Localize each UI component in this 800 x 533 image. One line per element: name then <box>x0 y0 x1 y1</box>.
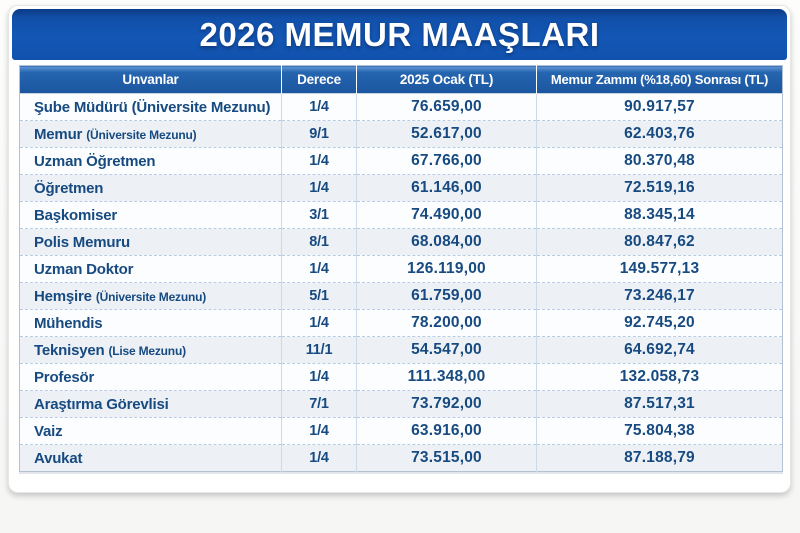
unvan-label: Uzman Doktor <box>34 260 134 278</box>
unvan-label: Başkomiser <box>34 206 118 224</box>
table-row <box>20 310 783 337</box>
table-row <box>20 175 783 202</box>
cell-zam-sonrasi: 87.517,31 <box>537 391 783 418</box>
cell-zam-sonrasi: 149.577,13 <box>537 256 783 283</box>
unvan-label: Mühendis <box>34 314 103 332</box>
cell-derece: 1/4 <box>282 445 357 472</box>
cell-unvan <box>20 391 282 418</box>
unvan-label: Teknisyen <box>34 341 105 359</box>
cell-derece: 1/4 <box>282 256 357 283</box>
cell-2025-ocak: 61.759,00 <box>357 283 537 310</box>
cell-unvan <box>20 202 282 229</box>
cell-2025-ocak: 63.916,00 <box>357 418 537 445</box>
cell-zam-sonrasi: 73.246,17 <box>537 283 783 310</box>
cell-unvan <box>20 283 282 310</box>
cell-unvan <box>20 256 282 283</box>
table-row <box>20 391 783 418</box>
cell-2025-ocak: 111.348,00 <box>357 364 537 391</box>
cell-2025-ocak: 67.766,00 <box>357 148 537 175</box>
salary-card <box>8 5 791 493</box>
cell-derece: 1/4 <box>282 94 357 121</box>
cell-unvan <box>20 175 282 202</box>
cell-unvan <box>20 94 282 121</box>
table-row <box>20 202 783 229</box>
cell-derece: 7/1 <box>282 391 357 418</box>
cell-unvan <box>20 418 282 445</box>
cell-2025-ocak: 68.084,00 <box>357 229 537 256</box>
table-row <box>20 283 783 310</box>
unvan-label: Uzman Öğretmen <box>34 152 156 170</box>
column-header-derece: Derece <box>282 66 357 94</box>
cell-zam-sonrasi: 75.804,38 <box>537 418 783 445</box>
unvan-sublabel: (Lise Mezunu) <box>108 343 186 358</box>
column-header-zam-sonrasi: Memur Zammı (%18,60) Sonrası (TL) <box>537 66 783 94</box>
page-title: 2026 MEMUR MAAŞLARI <box>199 16 600 53</box>
cell-zam-sonrasi: 132.058,73 <box>537 364 783 391</box>
salary-table <box>19 65 783 472</box>
table-row <box>20 445 783 472</box>
unvan-sublabel: (Üniversite Mezunu) <box>86 127 197 142</box>
column-header-unvanlar: Unvanlar <box>20 66 282 94</box>
cell-zam-sonrasi: 80.847,62 <box>537 229 783 256</box>
cell-zam-sonrasi: 87.188,79 <box>537 445 783 472</box>
cell-unvan <box>20 148 282 175</box>
header-row <box>20 66 783 94</box>
cell-2025-ocak: 54.547,00 <box>357 337 537 364</box>
cell-zam-sonrasi: 90.917,57 <box>537 94 783 121</box>
cell-unvan <box>20 310 282 337</box>
cell-zam-sonrasi: 72.519,16 <box>537 175 783 202</box>
cell-2025-ocak: 126.119,00 <box>357 256 537 283</box>
cell-derece: 1/4 <box>282 310 357 337</box>
cell-derece: 11/1 <box>282 337 357 364</box>
table-row <box>20 229 783 256</box>
cell-2025-ocak: 61.146,00 <box>357 175 537 202</box>
cell-2025-ocak: 52.617,00 <box>357 121 537 148</box>
cell-derece: 3/1 <box>282 202 357 229</box>
cell-2025-ocak: 73.792,00 <box>357 391 537 418</box>
cell-derece: 9/1 <box>282 121 357 148</box>
cell-2025-ocak: 78.200,00 <box>357 310 537 337</box>
unvan-label: Vaiz <box>34 422 63 440</box>
unvan-sublabel: (Üniversite Mezunu) <box>95 289 207 304</box>
unvan-label: Araştırma Görevlisi <box>34 395 169 413</box>
cell-unvan <box>20 445 282 472</box>
cell-unvan <box>20 229 282 256</box>
cell-zam-sonrasi: 92.745,20 <box>537 310 783 337</box>
table-row <box>20 121 783 148</box>
unvan-label: Polis Memuru <box>34 233 130 251</box>
cell-derece: 1/4 <box>282 148 357 175</box>
cell-unvan <box>20 121 282 148</box>
table-row <box>20 256 783 283</box>
table-row <box>20 337 783 364</box>
cell-derece: 1/4 <box>282 418 357 445</box>
cell-derece: 1/4 <box>282 364 357 391</box>
unvan-label: Avukat <box>34 449 83 467</box>
column-header-2025-ocak: 2025 Ocak (TL) <box>357 66 537 94</box>
unvan-label: Memur <box>34 125 83 143</box>
cell-zam-sonrasi: 80.370,48 <box>537 148 783 175</box>
cell-unvan <box>20 337 282 364</box>
table-row <box>20 364 783 391</box>
cell-zam-sonrasi: 62.403,76 <box>537 121 783 148</box>
unvan-label: Şube Müdürü (Üniversite Mezunu) <box>34 98 271 116</box>
cell-2025-ocak: 74.490,00 <box>357 202 537 229</box>
cell-zam-sonrasi: 64.692,74 <box>537 337 783 364</box>
unvan-label: Profesör <box>34 368 95 386</box>
unvan-label: Öğretmen <box>34 179 104 197</box>
table-body <box>20 94 783 472</box>
unvan-label: Hemşire <box>34 287 92 305</box>
table-row <box>20 418 783 445</box>
cell-2025-ocak: 76.659,00 <box>357 94 537 121</box>
cell-unvan <box>20 364 282 391</box>
cell-derece: 1/4 <box>282 175 357 202</box>
cell-derece: 5/1 <box>282 283 357 310</box>
cell-2025-ocak: 73.515,00 <box>357 445 537 472</box>
table-row <box>20 94 783 121</box>
cell-zam-sonrasi: 88.345,14 <box>537 202 783 229</box>
title-banner <box>12 9 787 60</box>
table-row <box>20 148 783 175</box>
cell-derece: 8/1 <box>282 229 357 256</box>
